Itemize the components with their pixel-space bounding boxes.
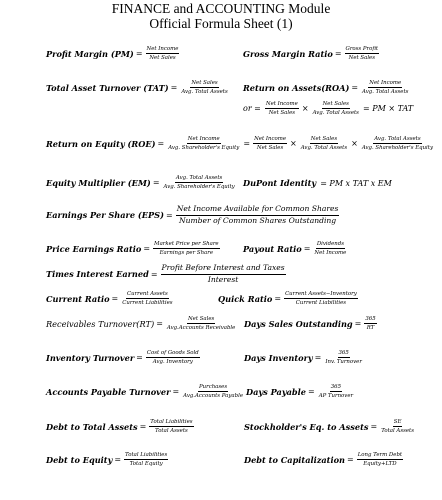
- fraction: $\frac{\text{Market Price per Share}}{\text{Earnings per Share}}$: [154, 241, 219, 256]
- fraction: $\frac{\text{Net Income}}{\text{Net Sales}}$: [146, 46, 179, 61]
- formula-debt-to-equity: Debt to Equity = $\frac{\text{Total Liabilities}}{\text{Total Equity}}$: [46, 452, 168, 467]
- fraction: $\frac{\text{Total Liabilities}}{\text{Total Equity}}$: [125, 452, 168, 467]
- formula-dupont-identity: DuPont Identity = PM x TAT x EM: [243, 178, 392, 188]
- formula-label: Current Ratio: [46, 293, 110, 304]
- fraction: $\frac{\text{Gross Profit}}{\text{Net Sales}}$: [345, 46, 379, 61]
- formula-label: Stockholder's Eq. to Assets: [244, 421, 369, 432]
- fraction: $\frac{\text{Current Assets−Inventory}}{\text{Current Liabilities}}$: [285, 291, 357, 306]
- fraction: $\frac{365}{RT}$: [365, 316, 376, 331]
- fraction: $\frac{\text{Cost of Goods Sold}}{\text{Avg. Inventory}}$: [146, 350, 199, 365]
- formula-label: Profit Margin (PM): [46, 48, 134, 59]
- formula-label: Inventory Turnover: [46, 352, 135, 363]
- formula-return-on-equity: Return on Equity (ROE) = $\frac{\text{Net Income}}{\text{Avg. Shareholder's Equity}}$ = $\frac{\text{Net Income}}{\text{Net Sales}}$ × $\frac{\text{Net Sales}}{\text{Avg. Total Assets}}$ × $\frac{\text{Avg. Total Assets}}{\text{Avg. Shareholder's Equity}}$: [46, 136, 433, 151]
- fraction: $\frac{\text{Total Liabilities}}{\text{Total Assets}}$: [150, 419, 193, 434]
- fraction: $\frac{\text{Purchases}}{\text{Avg.Accounts Payable}}$: [183, 384, 244, 399]
- formula-equity-multiplier: Equity Multiplier (EM) = $\frac{\text{Avg. Total Assets}}{\text{Avg. Shareholder's Equity}}$: [46, 175, 235, 190]
- formula-return-on-assets: Return on Assets(ROA) = $\frac{\text{Net Income}}{\text{Avg. Total Assets}}$: [243, 80, 409, 95]
- fraction: $\frac{\text{Avg. Total Assets}}{\text{Avg. Shareholder's Equity}}$: [163, 175, 235, 190]
- formula-label: Price Earnings Ratio: [46, 243, 142, 254]
- formula-payout-ratio: Payout Ratio = $\frac{\text{Dividends}}{\text{Net Income}}$: [243, 241, 347, 256]
- formula-label: Return on Equity (ROE): [46, 138, 156, 149]
- formula-earnings-per-share: Earnings Per Share (EPS) = $\frac{\text{Net Income Available for Common Shares}}{\text{Number of Common Shares Outstanding}}$: [46, 204, 339, 225]
- fraction: $\frac{\text{Net Income}}{\text{Avg. Total Assets}}$: [362, 80, 409, 95]
- fraction: $\frac{\text{Profit Before Interest and Taxes}}{\text{Interest}}$: [161, 263, 285, 284]
- formula-roa-alternative: or = $\frac{\text{Net Income}}{\text{Net Sales}}$ × $\frac{\text{Net Sales}}{\text{Avg. Total Assets}}$ = PM × TAT: [243, 101, 414, 116]
- formula-receivables-turnover: Receivables Turnover(RT) = $\frac{\text{Net Sales}}{\text{Avg.Accounts Receivable}}$: [46, 316, 236, 331]
- formula-label: Debt to Total Assets: [46, 421, 138, 432]
- fraction: $\frac{\text{Net Sales}}{\text{Avg. Total Assets}}$: [300, 136, 348, 151]
- formula-label: Return on Assets(ROA): [243, 82, 350, 93]
- formula-debt-to-capitalization: Debt to Capitalization = $\frac{\text{Long Term Debt}}{\text{Equity+LTD}}$: [244, 452, 403, 467]
- formula-label: Debt to Equity: [46, 454, 113, 465]
- formula-gross-margin: Gross Margin Ratio = $\frac{\text{Gross Profit}}{\text{Net Sales}}$: [243, 46, 379, 61]
- formula-days-sales-outstanding: Days Sales Outstanding = $\frac{365}{RT}$: [244, 316, 376, 331]
- formula-days-inventory: Days Inventory = $\frac{365}{\text{Inv. Turnover}}$: [244, 350, 362, 365]
- fraction: $\frac{\text{Net Income}}{\text{Net Sales}}$: [265, 101, 298, 116]
- formula-label: Days Payable: [246, 386, 306, 397]
- formula-quick-ratio: Quick Ratio = $\frac{\text{Current Assets−Inventory}}{\text{Current Liabilities}}$: [218, 291, 357, 306]
- formula-label: Payout Ratio: [243, 243, 302, 254]
- formula-inventory-turnover: Inventory Turnover = $\frac{\text{Cost of Goods Sold}}{\text{Avg. Inventory}}$: [46, 350, 199, 365]
- formula-label: DuPont Identity: [243, 178, 317, 188]
- fraction: $\frac{\text{Avg. Total Assets}}{\text{Avg. Shareholder's Equity}}$: [361, 136, 433, 151]
- fraction: $\frac{SE}{\text{Total Assets}}$: [381, 419, 414, 434]
- formula-current-ratio: Current Ratio = $\frac{\text{Current Assets}}{\text{Current Liabilities}}$: [46, 291, 173, 306]
- fraction: $\frac{\text{Net Sales}}{\text{Avg. Total Assets}}$: [181, 80, 228, 95]
- formula-accounts-payable-turnover: Accounts Payable Turnover = $\frac{\text{Purchases}}{\text{Avg.Accounts Payable}}$: [46, 384, 244, 399]
- fraction: $\frac{\text{Net Income}}{\text{Avg. Shareholder's Equity}}$: [168, 136, 240, 151]
- fraction: $\frac{\text{Net Income}}{\text{Net Sales}}$: [254, 136, 287, 151]
- formula-days-payable: Days Payable = $\frac{365}{\text{AP Turnover}}$: [246, 384, 354, 399]
- sheet-subtitle: Official Formula Sheet (1): [149, 16, 293, 31]
- formula-label: Days Inventory: [244, 352, 313, 363]
- formula-profit-margin: Profit Margin (PM) = $\frac{\text{Net Income}}{\text{Net Sales}}$: [46, 46, 179, 61]
- formula-label: Receivables Turnover(RT): [46, 318, 155, 329]
- fraction: $\frac{\text{Current Assets}}{\text{Current Liabilities}}$: [122, 291, 173, 306]
- fraction: $\frac{\text{Long Term Debt}}{\text{Equity+LTD}}$: [357, 452, 403, 467]
- formula-label: Total Asset Turnover (TAT): [46, 82, 169, 93]
- formula-debt-to-total-assets: Debt to Total Assets = $\frac{\text{Total Liabilities}}{\text{Total Assets}}$: [46, 419, 193, 434]
- formula-label: Quick Ratio: [218, 293, 273, 304]
- formula-label: Days Sales Outstanding: [244, 318, 353, 329]
- formula-stockholders-equity-to-assets: Stockholder's Eq. to Assets = $\frac{SE}{\text{Total Assets}}$: [244, 419, 414, 434]
- sheet-title: FINANCE and ACCOUNTING Module: [111, 1, 331, 16]
- formula-label: Accounts Payable Turnover: [46, 386, 171, 397]
- formula-label: Debt to Capitalization: [244, 454, 345, 465]
- fraction: $\frac{\text{Net Sales}}{\text{Avg. Total Assets}}$: [312, 101, 359, 116]
- fraction: $\frac{365}{\text{Inv. Turnover}}$: [325, 350, 362, 365]
- fraction: $\frac{365}{\text{AP Turnover}}$: [318, 384, 354, 399]
- formula-label: Gross Margin Ratio: [243, 48, 333, 59]
- formula-label: Equity Multiplier (EM): [46, 177, 151, 188]
- fraction: $\frac{\text{Dividends}}{\text{Net Income}}$: [314, 241, 347, 256]
- formula-times-interest-earned: Times Interest Earned = $\frac{\text{Profit Before Interest and Taxes}}{\text{Interest}}$: [46, 263, 285, 284]
- formula-label: Times Interest Earned: [46, 269, 149, 279]
- formula-price-earnings-ratio: Price Earnings Ratio = $\frac{\text{Market Price per Share}}{\text{Earnings per Share}}$: [46, 241, 219, 256]
- fraction: $\frac{\text{Net Sales}}{\text{Avg.Accounts Receivable}}$: [166, 316, 236, 331]
- fraction: $\frac{\text{Net Income Available for Common Shares}}{\text{Number of Common Shares Outstanding}}$: [176, 204, 339, 225]
- formula-total-asset-turnover: Total Asset Turnover (TAT) = $\frac{\text{Net Sales}}{\text{Avg. Total Assets}}$: [46, 80, 228, 95]
- formula-label: Earnings Per Share (EPS): [46, 210, 164, 220]
